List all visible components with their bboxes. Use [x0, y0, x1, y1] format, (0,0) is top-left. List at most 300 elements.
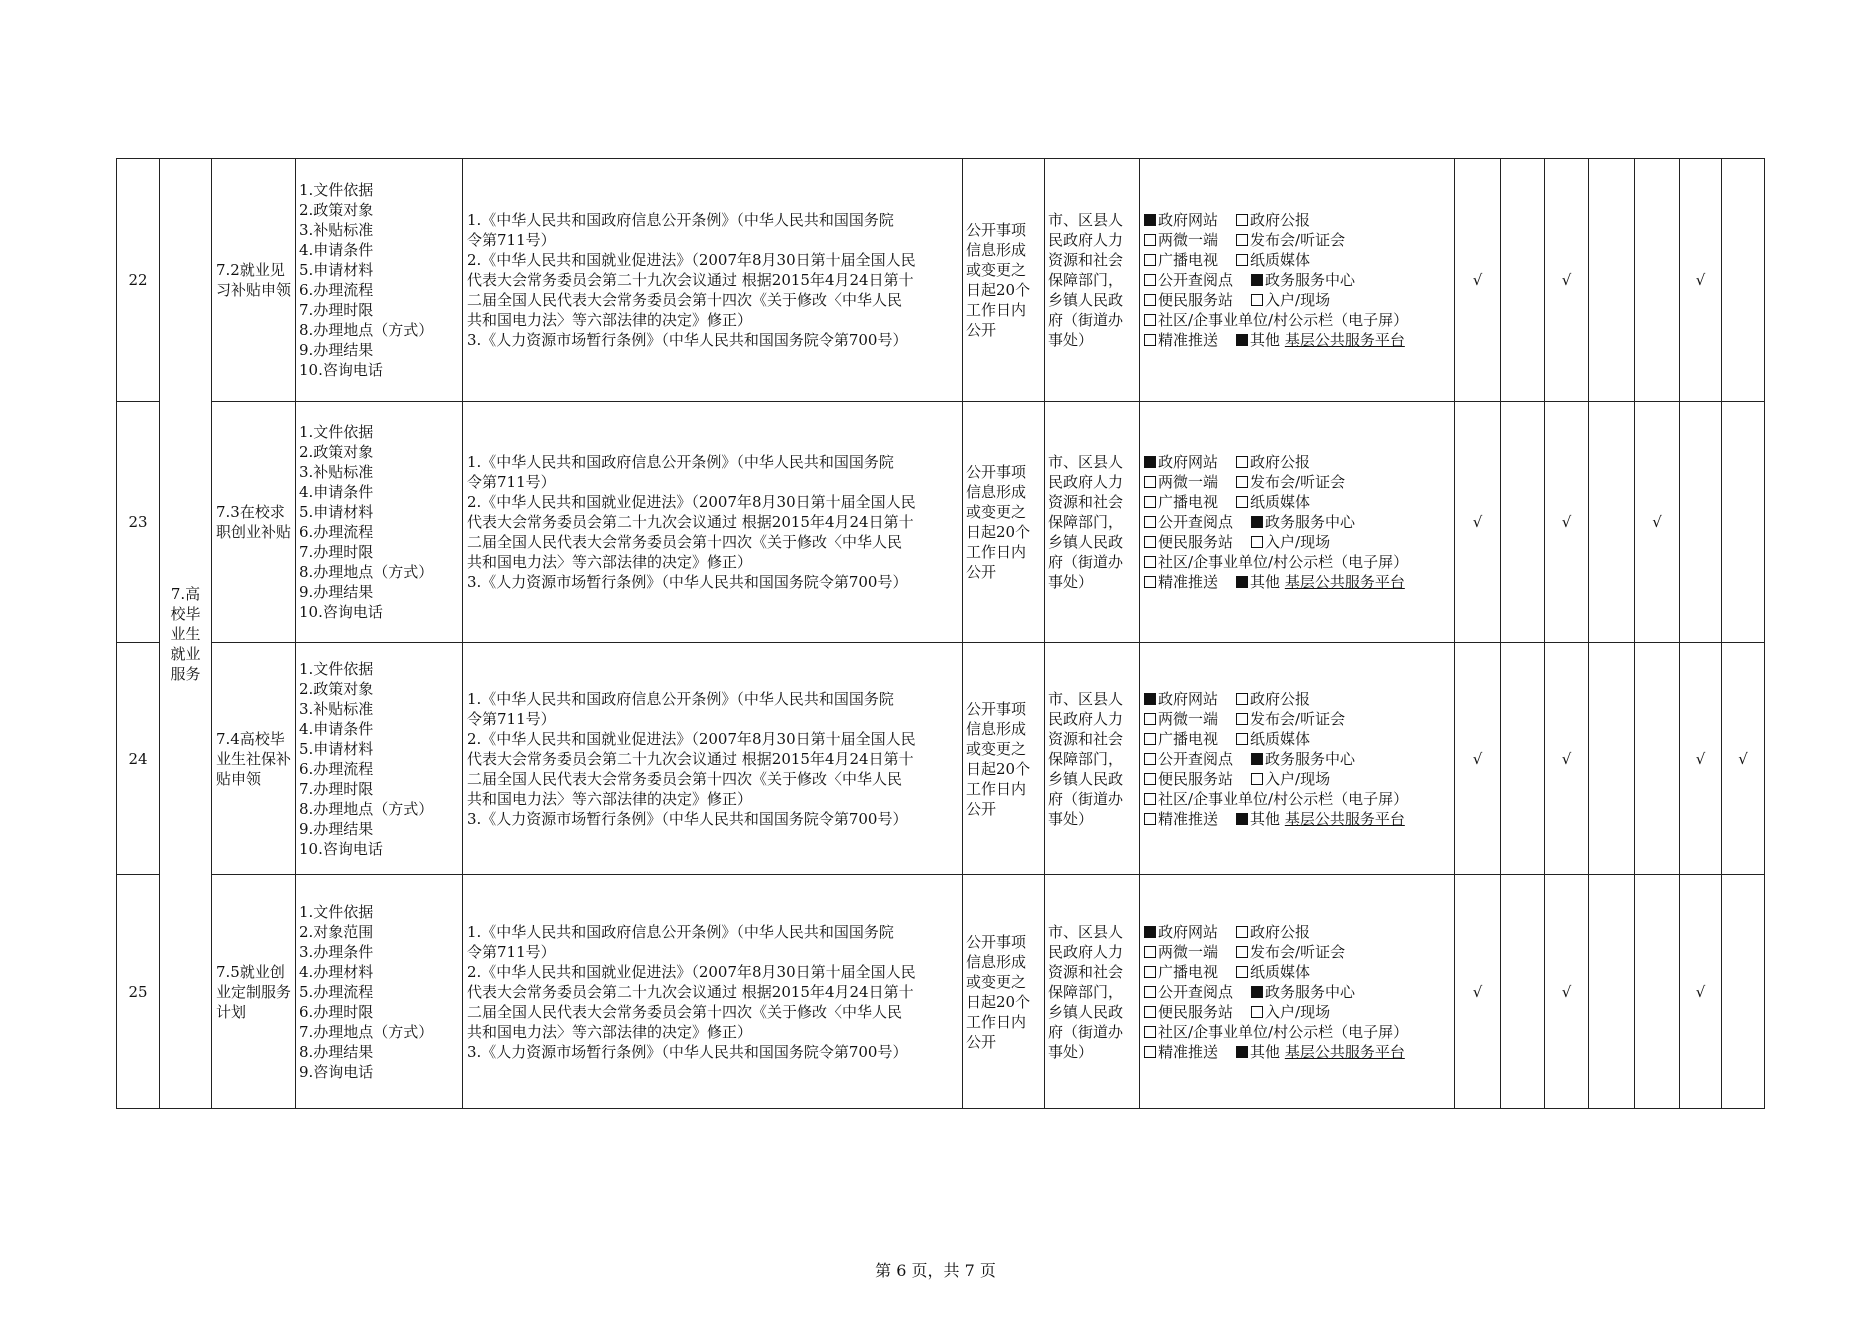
text-line: 公开事项	[966, 699, 1027, 718]
text-line: 府（街道办	[1048, 311, 1124, 329]
item-cell	[212, 159, 296, 402]
text-line: 工作日内	[966, 779, 1027, 798]
text-line: 共和国电力法〉等六部法律的决定》修正）	[467, 311, 753, 329]
text-line: 6.办理时限	[299, 1002, 374, 1021]
unchecked-box-icon	[1251, 294, 1263, 306]
text-line: 代表大会常务委员会第二十九次会议通过 根据2015年4月24日第十	[467, 982, 914, 1001]
text-line: 8.办理地点（方式）	[299, 563, 434, 581]
check-cell: √	[1680, 875, 1722, 1109]
text-line: 保障部门，	[1048, 271, 1124, 289]
text-line: 公开	[966, 799, 997, 818]
check-cell: √	[1635, 402, 1680, 643]
channel-cell	[1140, 402, 1455, 643]
text-line: 日起20个	[966, 759, 1031, 778]
channel-line	[1144, 942, 1450, 962]
unchecked-box-icon	[1144, 713, 1156, 725]
channel-label: 精准推送	[1158, 573, 1219, 591]
channel-label: 政务服务中心	[1265, 271, 1356, 289]
text-line: 事处）	[1048, 573, 1094, 591]
text-line: 2.《中华人民共和国就业促进法》（2007年8月30日第十届全国人民	[467, 962, 916, 981]
text-line: 资源和社会	[1048, 962, 1124, 981]
text-line: 5.申请材料	[299, 739, 374, 758]
text-line: 日起20个	[966, 992, 1031, 1011]
check-cell	[1589, 159, 1635, 402]
check-cell	[1589, 402, 1635, 643]
channel-line	[1144, 1042, 1450, 1062]
category-cell	[160, 159, 212, 1109]
text-line: 乡镇人民政	[1048, 769, 1124, 788]
text-line: 或变更之	[966, 972, 1027, 991]
text-line: 令第711号）	[467, 709, 556, 728]
unchecked-box-icon	[1236, 234, 1248, 246]
text-line: 6.办理流程	[299, 523, 374, 541]
content-cell	[296, 159, 463, 402]
channel-label: 入户/现场	[1265, 769, 1331, 788]
row-number: 25	[117, 875, 160, 1109]
channel-label: 发布会/听证会	[1250, 709, 1346, 728]
check-cell: √	[1545, 875, 1589, 1109]
unchecked-box-icon	[1251, 536, 1263, 548]
channel-label: 两微一端	[1158, 473, 1219, 491]
text-line: 工作日内	[966, 1012, 1027, 1031]
text-line: 10.咨询电话	[299, 839, 383, 858]
channel-line	[1144, 729, 1450, 749]
unchecked-box-icon	[1144, 813, 1156, 825]
text-line: 市、区县人	[1048, 689, 1124, 708]
channel-label: 政府公报	[1250, 453, 1311, 471]
channel-line	[1144, 769, 1450, 789]
time-limit-cell	[963, 402, 1045, 643]
item-label: 7.3在校求职创业补贴	[216, 503, 292, 541]
text-line: 10.咨询电话	[299, 361, 383, 379]
check-cell	[1501, 643, 1545, 875]
text-line: 8.办理结果	[299, 1042, 374, 1061]
text-line: 9.办理结果	[299, 583, 374, 601]
channel-label: 政府网站	[1158, 922, 1219, 941]
text-line: 公开	[966, 1032, 997, 1051]
text-line: 民政府人力	[1048, 473, 1124, 491]
check-cell	[1680, 402, 1722, 643]
text-line: 5.申请材料	[299, 503, 374, 521]
channel-label: 两微一端	[1158, 709, 1219, 728]
row-number: 23	[117, 402, 160, 643]
text-line: 资源和社会	[1048, 251, 1124, 269]
text-line: 3.办理条件	[299, 942, 374, 961]
unchecked-box-icon	[1236, 926, 1248, 938]
unchecked-box-icon	[1144, 753, 1156, 765]
text-line: 令第711号）	[467, 473, 556, 491]
table-row	[117, 875, 1765, 1109]
table-row	[117, 643, 1765, 875]
text-line: 公开事项	[966, 932, 1027, 951]
channel-line	[1144, 532, 1450, 552]
channel-label: 政务服务中心	[1265, 982, 1356, 1001]
text-line: 3.《人力资源市场暂行条例》（中华人民共和国国务院令第700号）	[467, 573, 908, 591]
channel-label: 公开查阅点	[1158, 513, 1234, 531]
text-line: 保障部门，	[1048, 513, 1124, 531]
text-line: 5.申请材料	[299, 261, 374, 279]
text-line: 市、区县人	[1048, 211, 1124, 229]
channel-line	[1144, 809, 1450, 829]
checked-box-icon	[1251, 516, 1263, 528]
channel-label: 社区/企事业单位/村公示栏（电子屏）	[1158, 789, 1409, 808]
text-line: 令第711号）	[467, 231, 556, 249]
channel-line	[1144, 492, 1450, 512]
channel-label: 公开查阅点	[1158, 982, 1234, 1001]
text-line: 9.办理结果	[299, 341, 374, 359]
text-line: 保障部门，	[1048, 749, 1124, 768]
channel-label: 两微一端	[1158, 231, 1219, 249]
check-cell: √	[1545, 159, 1589, 402]
text-line: 7.办理时限	[299, 543, 374, 561]
text-line: 保障部门，	[1048, 982, 1124, 1001]
check-cell	[1501, 159, 1545, 402]
channel-label: 政务服务中心	[1265, 513, 1356, 531]
unchecked-box-icon	[1236, 713, 1248, 725]
text-line: 日起20个	[966, 281, 1031, 299]
unchecked-box-icon	[1144, 946, 1156, 958]
channel-label: 政务服务中心	[1265, 749, 1356, 768]
channel-line	[1144, 1022, 1450, 1042]
unchecked-box-icon	[1144, 314, 1156, 326]
channel-cell	[1140, 643, 1455, 875]
channel-line	[1144, 749, 1450, 769]
checked-box-icon	[1251, 753, 1263, 765]
unchecked-box-icon	[1144, 476, 1156, 488]
channel-line	[1144, 472, 1450, 492]
check-cell: √	[1722, 643, 1765, 875]
check-cell	[1722, 402, 1765, 643]
checked-box-icon	[1236, 813, 1248, 825]
unchecked-box-icon	[1236, 476, 1248, 488]
channel-label: 纸质媒体	[1250, 729, 1311, 748]
unchecked-box-icon	[1236, 214, 1248, 226]
text-line: 府（街道办	[1048, 1022, 1124, 1041]
channel-label: 政府网站	[1158, 211, 1219, 229]
unchecked-box-icon	[1144, 966, 1156, 978]
text-line: 令第711号）	[467, 942, 556, 961]
department-cell	[1045, 875, 1140, 1109]
page-footer: 第 6 页，共 7 页	[875, 1261, 996, 1280]
unchecked-box-icon	[1144, 254, 1156, 266]
row-number: 22	[117, 159, 160, 402]
text-line: 9.办理结果	[299, 819, 374, 838]
row-number: 24	[117, 643, 160, 875]
channel-label: 社区/企事业单位/村公示栏（电子屏）	[1158, 311, 1409, 329]
text-line: 3.补贴标准	[299, 463, 374, 481]
channel-other-text: 基层公共服务平台	[1284, 573, 1405, 591]
item-label: 7.2就业见习补贴申领	[216, 261, 292, 299]
text-line: 1.《中华人民共和国政府信息公开条例》（中华人民共和国国务院	[467, 453, 894, 471]
channel-label: 入户/现场	[1265, 533, 1331, 551]
text-line: 2.《中华人民共和国就业促进法》（2007年8月30日第十届全国人民	[467, 251, 916, 269]
text-line: 工作日内	[966, 543, 1027, 561]
check-cell	[1501, 875, 1545, 1109]
check-cell: √	[1545, 643, 1589, 875]
text-line: 2.《中华人民共和国就业促进法》（2007年8月30日第十届全国人民	[467, 493, 916, 511]
text-line: 市、区县人	[1048, 453, 1124, 471]
channel-other-text: 基层公共服务平台	[1284, 1042, 1405, 1061]
checked-box-icon	[1144, 693, 1156, 705]
check-cell: √	[1455, 159, 1501, 402]
text-line: 民政府人力	[1048, 942, 1124, 961]
channel-label: 精准推送	[1158, 331, 1219, 349]
text-line: 2.政策对象	[299, 443, 374, 461]
text-line: 信息形成	[966, 483, 1027, 501]
text-line: 二届全国人民代表大会常务委员会第十四次《关于修改〈中华人民	[467, 1002, 903, 1021]
channel-line	[1144, 789, 1450, 809]
channel-label: 政府网站	[1158, 453, 1219, 471]
checked-box-icon	[1251, 986, 1263, 998]
text-line: 日起20个	[966, 523, 1031, 541]
table-row	[117, 402, 1765, 643]
text-line: 二届全国人民代表大会常务委员会第十四次《关于修改〈中华人民	[467, 533, 903, 551]
channel-label: 发布会/听证会	[1250, 473, 1346, 491]
text-line: 信息形成	[966, 719, 1027, 738]
text-line: 事处）	[1048, 809, 1094, 828]
text-line: 6.办理流程	[299, 281, 374, 299]
department-cell	[1045, 159, 1140, 402]
text-line: 4.办理材料	[299, 962, 374, 981]
check-cell	[1635, 643, 1680, 875]
text-line: 7.办理时限	[299, 779, 374, 798]
text-line: 乡镇人民政	[1048, 291, 1124, 309]
channel-line	[1144, 310, 1450, 330]
text-line: 或变更之	[966, 739, 1027, 758]
basis-cell	[463, 875, 963, 1109]
text-line: 4.申请条件	[299, 483, 374, 501]
text-line: 10.咨询电话	[299, 603, 383, 621]
text-line: 乡镇人民政	[1048, 533, 1124, 551]
unchecked-box-icon	[1251, 773, 1263, 785]
channel-label: 纸质媒体	[1250, 962, 1311, 981]
item-cell	[212, 643, 296, 875]
unchecked-box-icon	[1144, 733, 1156, 745]
channel-label: 政府公报	[1250, 922, 1311, 941]
check-cell	[1589, 643, 1635, 875]
unchecked-box-icon	[1144, 496, 1156, 508]
channel-label: 广播电视	[1158, 251, 1219, 269]
channel-label: 发布会/听证会	[1250, 942, 1346, 961]
channel-line	[1144, 512, 1450, 532]
channel-label: 公开查阅点	[1158, 749, 1234, 768]
channel-label: 社区/企事业单位/村公示栏（电子屏）	[1158, 553, 1409, 571]
check-cell	[1722, 875, 1765, 1109]
text-line: 公开事项	[966, 463, 1027, 481]
check-cell: √	[1680, 159, 1722, 402]
channel-label: 精准推送	[1158, 809, 1219, 828]
item-label: 7.5就业创业定制服务计划	[216, 962, 292, 1021]
channel-label: 便民服务站	[1158, 533, 1234, 551]
text-line: 2.《中华人民共和国就业促进法》（2007年8月30日第十届全国人民	[467, 729, 916, 748]
channel-label: 纸质媒体	[1250, 493, 1311, 511]
text-line: 3.《人力资源市场暂行条例》（中华人民共和国国务院令第700号）	[467, 331, 908, 349]
text-line: 3.补贴标准	[299, 699, 374, 718]
channel-cell	[1140, 875, 1455, 1109]
time-limit-cell	[963, 875, 1045, 1109]
text-line: 1.文件依据	[299, 659, 374, 678]
content-cell	[296, 643, 463, 875]
channel-line	[1144, 572, 1450, 592]
text-line: 4.申请条件	[299, 719, 374, 738]
text-line: 乡镇人民政	[1048, 1002, 1124, 1021]
unchecked-box-icon	[1144, 536, 1156, 548]
text-line: 事处）	[1048, 331, 1094, 349]
department-cell	[1045, 643, 1140, 875]
check-cell: √	[1680, 643, 1722, 875]
channel-line	[1144, 250, 1450, 270]
channel-other-text: 基层公共服务平台	[1284, 331, 1405, 349]
channel-line	[1144, 709, 1450, 729]
text-line: 8.办理地点（方式）	[299, 321, 434, 339]
channel-label: 两微一端	[1158, 942, 1219, 961]
channel-line	[1144, 982, 1450, 1002]
text-line: 3.《人力资源市场暂行条例》（中华人民共和国国务院令第700号）	[467, 1042, 908, 1061]
text-line: 公开	[966, 563, 997, 581]
unchecked-box-icon	[1236, 946, 1248, 958]
text-line: 府（街道办	[1048, 553, 1124, 571]
text-line: 1.《中华人民共和国政府信息公开条例》（中华人民共和国国务院	[467, 211, 894, 229]
text-line: 4.申请条件	[299, 241, 374, 259]
channel-label: 其他	[1250, 809, 1281, 828]
channel-line	[1144, 330, 1450, 350]
text-line: 或变更之	[966, 503, 1027, 521]
text-line: 公开	[966, 321, 997, 339]
checked-box-icon	[1251, 274, 1263, 286]
check-cell	[1635, 159, 1680, 402]
content-cell	[296, 402, 463, 643]
channel-label: 广播电视	[1158, 729, 1219, 748]
unchecked-box-icon	[1236, 456, 1248, 468]
text-line: 工作日内	[966, 301, 1027, 319]
unchecked-box-icon	[1144, 1026, 1156, 1038]
check-cell: √	[1455, 875, 1501, 1109]
channel-label: 入户/现场	[1265, 1002, 1331, 1021]
channel-line	[1144, 1002, 1450, 1022]
item-cell	[212, 875, 296, 1109]
channel-label: 社区/企事业单位/村公示栏（电子屏）	[1158, 1022, 1409, 1041]
unchecked-box-icon	[1236, 693, 1248, 705]
channel-line	[1144, 922, 1450, 942]
basis-cell	[463, 643, 963, 875]
text-line: 共和国电力法〉等六部法律的决定》修正）	[467, 1022, 753, 1041]
checked-box-icon	[1144, 456, 1156, 468]
text-line: 5.办理流程	[299, 982, 374, 1001]
unchecked-box-icon	[1251, 1006, 1263, 1018]
text-line: 二届全国人民代表大会常务委员会第十四次《关于修改〈中华人民	[467, 769, 903, 788]
channel-line	[1144, 452, 1450, 472]
channel-cell	[1140, 159, 1455, 402]
unchecked-box-icon	[1144, 274, 1156, 286]
text-line: 6.办理流程	[299, 759, 374, 778]
disclosure-table	[116, 158, 1765, 1109]
text-line: 8.办理地点（方式）	[299, 799, 434, 818]
unchecked-box-icon	[1236, 966, 1248, 978]
text-line: 代表大会常务委员会第二十九次会议通过 根据2015年4月24日第十	[467, 749, 914, 768]
channel-line	[1144, 210, 1450, 230]
unchecked-box-icon	[1144, 986, 1156, 998]
check-cell	[1501, 402, 1545, 643]
check-cell	[1722, 159, 1765, 402]
channel-label: 纸质媒体	[1250, 251, 1311, 269]
channel-label: 其他	[1250, 573, 1281, 591]
text-line: 1.《中华人民共和国政府信息公开条例》（中华人民共和国国务院	[467, 922, 894, 941]
unchecked-box-icon	[1144, 1006, 1156, 1018]
unchecked-box-icon	[1144, 1046, 1156, 1058]
checked-box-icon	[1236, 1046, 1248, 1058]
unchecked-box-icon	[1144, 516, 1156, 528]
channel-label: 便民服务站	[1158, 769, 1234, 788]
time-limit-cell	[963, 643, 1045, 875]
text-line: 2.对象范围	[299, 922, 374, 941]
text-line: 2.政策对象	[299, 201, 374, 219]
unchecked-box-icon	[1144, 334, 1156, 346]
check-cell: √	[1455, 643, 1501, 875]
text-line: 公开事项	[966, 221, 1027, 239]
text-line: 事处）	[1048, 1042, 1094, 1061]
text-line: 信息形成	[966, 952, 1027, 971]
check-cell	[1635, 875, 1680, 1109]
check-cell	[1589, 875, 1635, 1109]
channel-label: 其他	[1250, 1042, 1281, 1061]
text-line: 3.补贴标准	[299, 221, 374, 239]
channel-label: 广播电视	[1158, 493, 1219, 511]
unchecked-box-icon	[1144, 773, 1156, 785]
unchecked-box-icon	[1144, 556, 1156, 568]
text-line: 民政府人力	[1048, 709, 1124, 728]
channel-label: 广播电视	[1158, 962, 1219, 981]
text-line: 1.文件依据	[299, 902, 374, 921]
text-line: 9.咨询电话	[299, 1062, 374, 1081]
channel-line	[1144, 962, 1450, 982]
channel-line	[1144, 230, 1450, 250]
checked-box-icon	[1236, 576, 1248, 588]
channel-label: 发布会/听证会	[1250, 231, 1346, 249]
text-line: 市、区县人	[1048, 922, 1124, 941]
content-cell	[296, 875, 463, 1109]
item-label: 7.4高校毕业生社保补贴申领	[216, 729, 292, 788]
unchecked-box-icon	[1236, 496, 1248, 508]
time-limit-cell	[963, 159, 1045, 402]
checked-box-icon	[1144, 926, 1156, 938]
channel-label: 政府公报	[1250, 689, 1311, 708]
department-cell	[1045, 402, 1140, 643]
channel-label: 入户/现场	[1265, 291, 1331, 309]
channel-line	[1144, 290, 1450, 310]
channel-label: 便民服务站	[1158, 291, 1234, 309]
text-line: 1.文件依据	[299, 181, 374, 199]
channel-label: 精准推送	[1158, 1042, 1219, 1061]
text-line: 或变更之	[966, 261, 1027, 279]
channel-label: 公开查阅点	[1158, 271, 1234, 289]
check-cell: √	[1545, 402, 1589, 643]
text-line: 3.《人力资源市场暂行条例》（中华人民共和国国务院令第700号）	[467, 809, 908, 828]
channel-label: 便民服务站	[1158, 1002, 1234, 1021]
checked-box-icon	[1144, 214, 1156, 226]
channel-label: 其他	[1250, 331, 1281, 349]
text-line: 代表大会常务委员会第二十九次会议通过 根据2015年4月24日第十	[467, 513, 914, 531]
text-line: 资源和社会	[1048, 729, 1124, 748]
text-line: 信息形成	[966, 241, 1027, 259]
basis-cell	[463, 159, 963, 402]
text-line: 共和国电力法〉等六部法律的决定》修正）	[467, 553, 753, 571]
unchecked-box-icon	[1236, 733, 1248, 745]
channel-other-text: 基层公共服务平台	[1284, 809, 1405, 828]
unchecked-box-icon	[1144, 793, 1156, 805]
text-line: 7.办理地点（方式）	[299, 1022, 434, 1041]
unchecked-box-icon	[1236, 254, 1248, 266]
table-row	[117, 159, 1765, 402]
